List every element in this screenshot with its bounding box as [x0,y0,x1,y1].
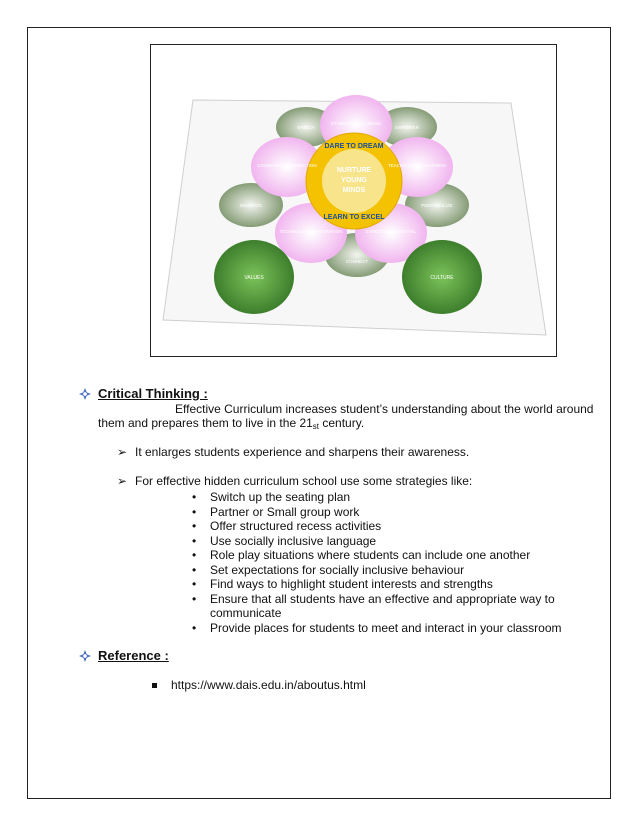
arrowhead-icon: ➢ [117,445,128,459]
point-text: For effective hidden curriculum school use some strategies like: [135,474,473,488]
reference-heading [78,648,169,663]
center-line2: YOUNG [341,177,367,184]
point-text: It enlarges students experience and sharpens their awareness. [135,445,470,459]
lily-pad-label-culture: CULTURE [430,275,454,281]
ring-bottom-text: LEARN TO EXCEL [323,214,385,221]
arrow-bullet-icon [78,649,92,663]
list-item: • Offer structured recess activities [190,519,570,534]
leaf-label-connect: CONNECT [345,259,369,264]
curriculum-figure [150,44,557,357]
ct-line2-pre: them and prepares them to live in the 21 [98,416,313,430]
petal-label-community: COMMUNITY CONNECTION [257,163,317,168]
critical-thinking-title: Critical Thinking : [98,386,208,401]
list-item: • Role play situations where students can include one another [190,548,570,563]
leaf-label-enrich: ENRICH [297,125,315,130]
ring-top-text: DARE TO DREAM [324,143,384,150]
center-line3: MINDS [342,187,366,194]
reference-item [152,678,366,692]
petal-label-technology: TECHNOLOGY INTEGRATION [279,229,343,234]
list-item: • Use socially inclusive language [190,534,570,549]
flower-diagram [151,45,558,358]
square-bullet-icon [152,683,157,688]
list-item: • Ensure that all students have an effective and appropriate way to communicate [190,592,570,621]
list-item: • Partner or Small group work [190,505,570,520]
ct-line2-sup: st [312,422,320,431]
list-item: • Switch up the seating plan [190,490,570,505]
point-item [117,445,469,459]
arrow-bullet-icon [78,387,92,401]
critical-thinking-heading [78,386,208,401]
leaf-label-empower: EMPOWER [395,125,419,130]
point-item [117,474,472,488]
lily-pad-label-values: VALUES [244,275,264,281]
ct-line1: Effective Curriculum increases student’s understanding about the world around [175,402,594,416]
list-item: • Provide places for students to meet and interact in your classroom [190,621,570,636]
reference-url[interactable]: https://www.dais.edu.in/aboutus.html [171,678,366,692]
ct-line2-post: century. [319,416,365,430]
center-line1: NURTURE [336,167,372,174]
petal-label-potential: EXPECTED POTENTIAL [365,229,417,234]
petal-label-teaching: TEACHING AND LEARNING [387,163,447,168]
leaf-label-personalize: PERSONALIZE [421,203,453,208]
ct-line2 [98,416,364,434]
arrowhead-icon: ➢ [117,474,128,488]
strategy-list [190,490,570,635]
list-item: • Set expectations for socially inclusive behaviour [190,563,570,578]
leaf-label-innovate: INNOVATE [239,203,263,208]
list-item: • Find ways to highlight student interests and strengths [190,577,570,592]
petal-label-wellbeing: STUDENT WELL-BEING [330,121,382,126]
reference-title: Reference : [98,648,169,663]
